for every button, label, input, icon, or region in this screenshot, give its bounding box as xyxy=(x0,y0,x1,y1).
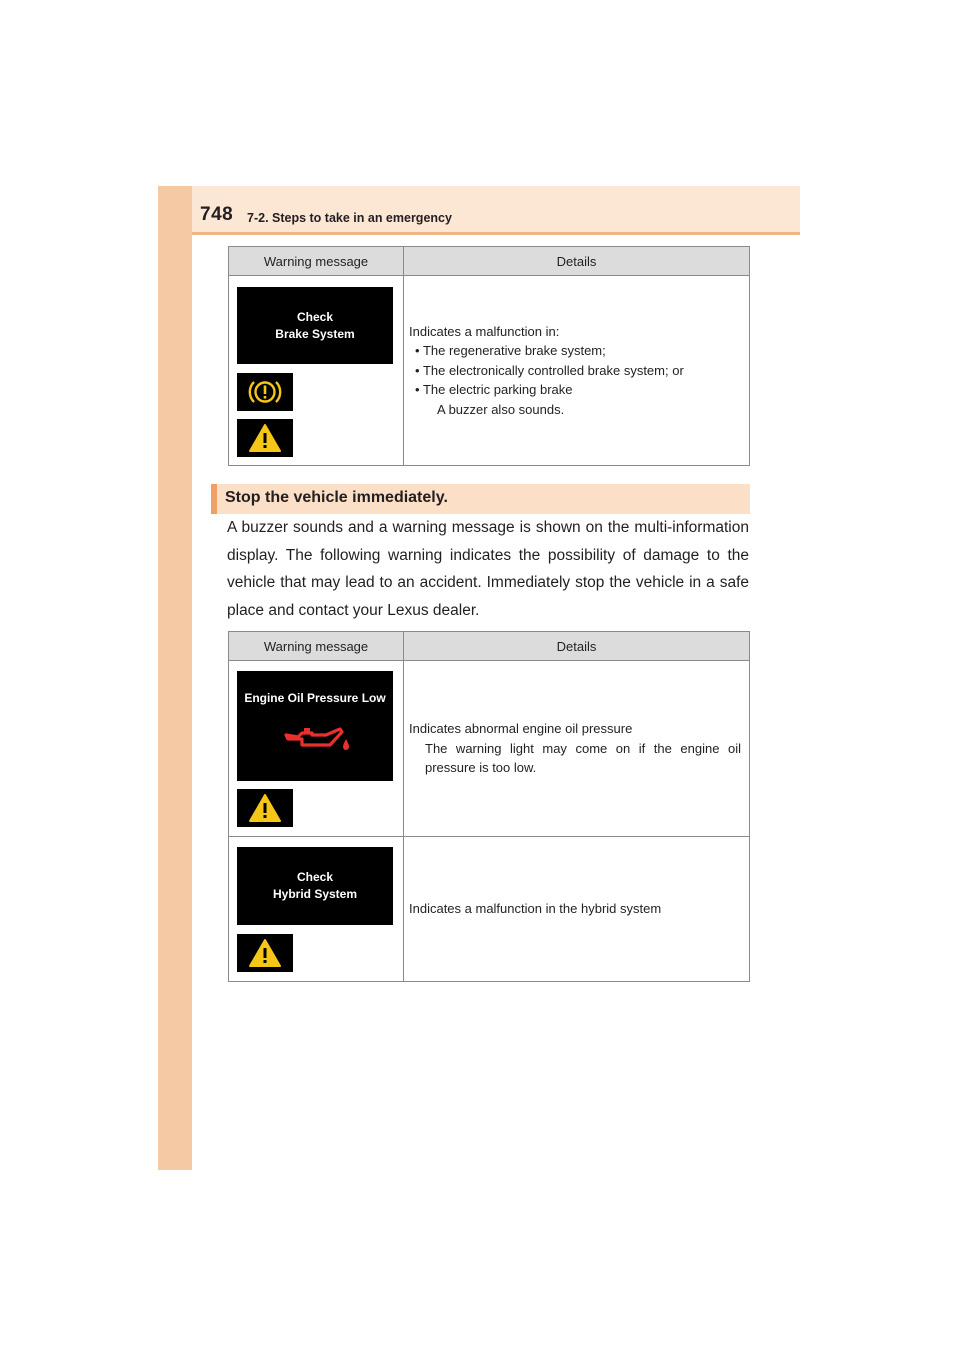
col-header-warning: Warning message xyxy=(229,247,404,276)
details-cell xyxy=(404,837,750,982)
warning-message-cell xyxy=(229,661,404,837)
brake-warning-lamp xyxy=(237,373,293,411)
display-line: Brake System xyxy=(275,326,355,341)
warning-message-cell xyxy=(229,276,404,466)
check-hybrid-display xyxy=(237,847,393,925)
brake-warning-icon xyxy=(247,377,283,407)
col-header-warning: Warning message xyxy=(229,632,404,661)
header-band xyxy=(192,186,800,234)
warning-table-stop xyxy=(228,631,750,982)
display-line: Check xyxy=(296,870,334,884)
details-intro: Indicates abnormal engine oil pressure xyxy=(409,721,633,737)
col-header-details: Details xyxy=(404,247,750,276)
bullet-text: The electronically controlled brake system; or xyxy=(422,362,684,378)
details-note: The warning light may come on if the engine oil pressure is too low. xyxy=(425,740,741,776)
display-line: Check xyxy=(296,309,334,324)
caution-triangle-icon xyxy=(248,793,282,823)
warning-message-cell xyxy=(229,837,404,982)
master-caution-lamp xyxy=(237,934,293,972)
list-item: • The regenerative brake system; xyxy=(415,343,606,359)
section-heading xyxy=(211,484,750,514)
caution-triangle-icon xyxy=(248,938,282,968)
display-line: Hybrid System xyxy=(272,887,358,901)
section-heading-text: Stop the vehicle immediately. xyxy=(225,489,448,506)
display-line: Engine Oil Pressure Low xyxy=(244,691,386,705)
caution-triangle-icon xyxy=(248,423,282,453)
header-rule xyxy=(192,232,800,235)
table-row xyxy=(229,661,750,837)
details-cell xyxy=(404,661,750,837)
master-caution-lamp xyxy=(237,419,293,457)
details-note: A buzzer also sounds. xyxy=(437,401,565,417)
master-caution-lamp xyxy=(237,789,293,827)
oil-can-icon xyxy=(282,723,352,759)
list-item: • The electric parking brake xyxy=(415,382,573,398)
body-paragraph: A buzzer sounds and a warning message is shown on the multi-information display. The following warning indicates the possibility of damage to the vehicle that may lead to an accident. Immediately stop the vehicle in a safe place and contact your Lexus dealer. xyxy=(227,519,749,619)
engine-oil-display xyxy=(237,671,393,781)
list-item: • The electronically controlled brake system; or xyxy=(415,362,684,378)
col-header-details: Details xyxy=(404,632,750,661)
bullet-text: The regenerative brake system; xyxy=(422,343,606,359)
chapter-title: 7-2. Steps to take in an emergency xyxy=(247,211,452,225)
table-row xyxy=(229,837,750,982)
details-intro: Indicates a malfunction in: xyxy=(409,323,560,339)
check-brake-display xyxy=(237,287,393,364)
page-number: 748 xyxy=(200,204,234,225)
table-row xyxy=(229,276,750,466)
side-tab-strip xyxy=(158,186,192,1170)
details-intro: Indicates a malfunction in the hybrid system xyxy=(409,901,662,917)
warning-table-brake xyxy=(228,246,750,466)
details-cell xyxy=(404,276,750,466)
bullet-text: The electric parking brake xyxy=(422,382,573,398)
